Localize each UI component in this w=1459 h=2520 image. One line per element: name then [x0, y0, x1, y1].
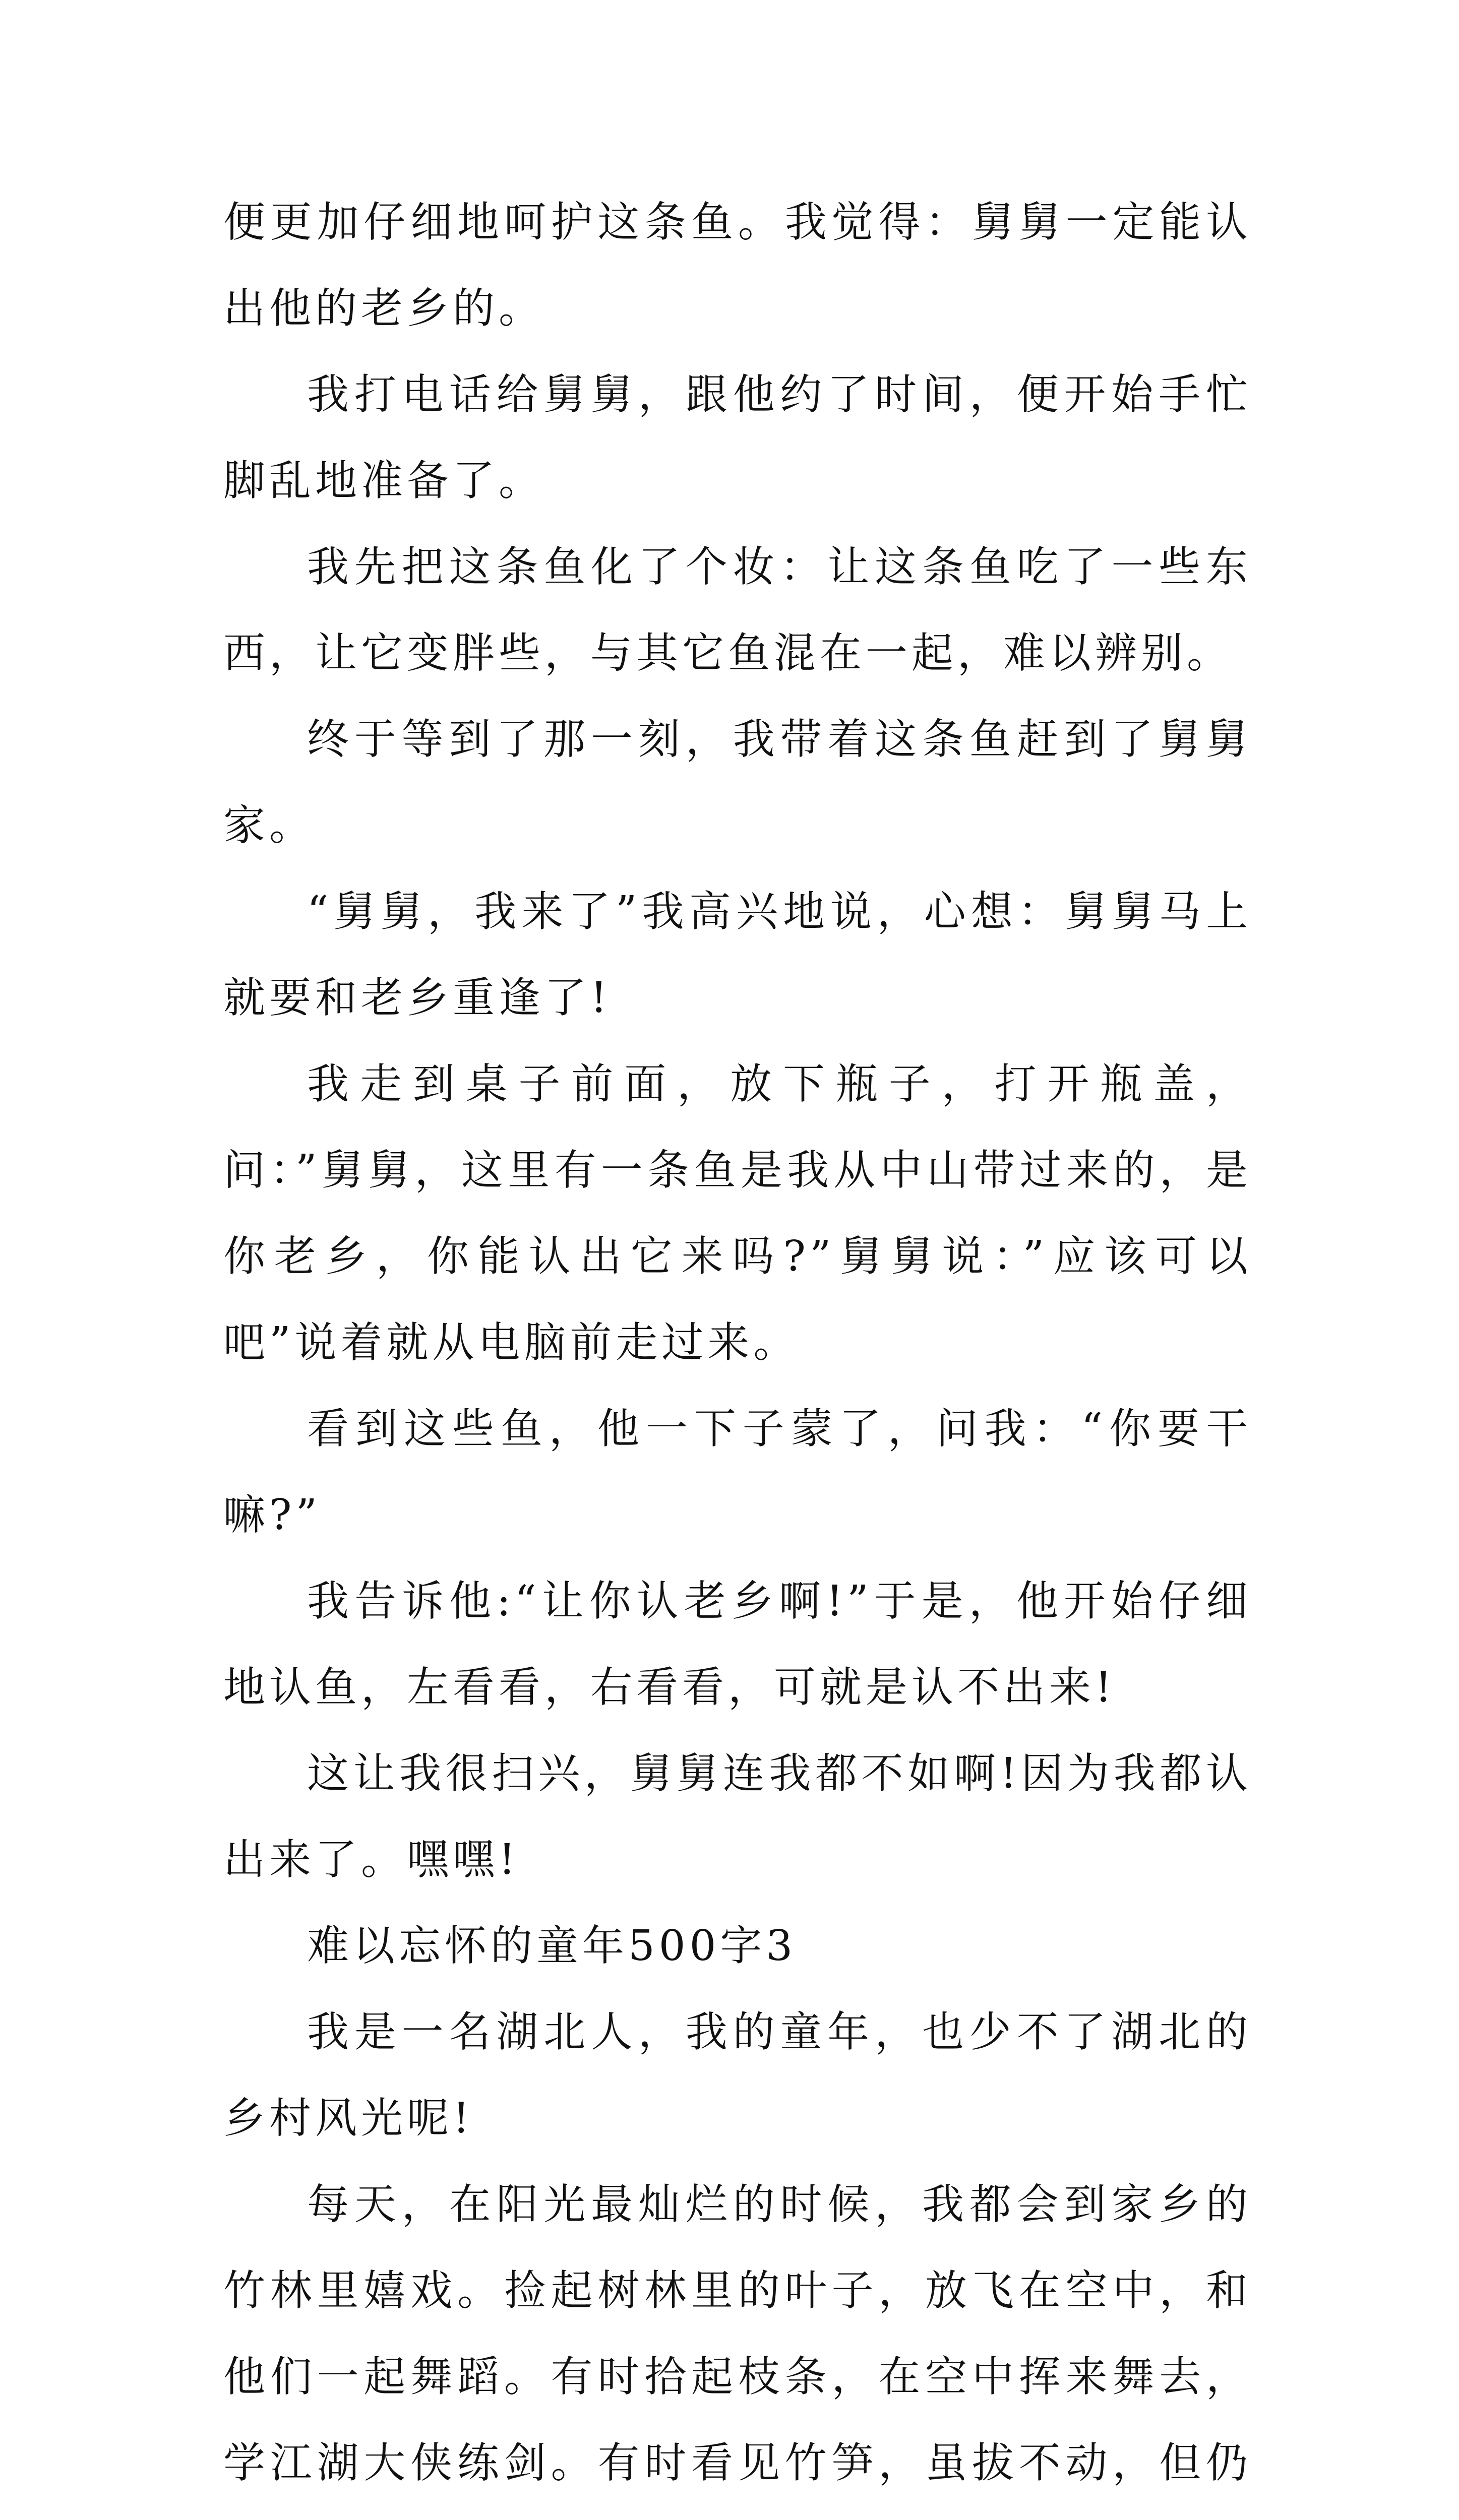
section-heading: 难以忘怀的童年500字3: [307, 1921, 797, 1970]
document-body: [223, 179, 1252, 2520]
paragraph: 每天，在阳光最灿烂的时候，我都会到家乡的竹林里嬉戏。捡起树林里的叶子，放飞在空中，和他们一起舞蹈。有时拾起枝条，在空中挥来舞去，学江湖大侠练剑。有时看见竹笋，虽拔不动，但仍: [223, 2180, 1252, 2487]
paragraph: 这让我很扫兴，舅舅连我都不如啊!因为我都认出来了。嘿嘿!: [223, 1749, 1252, 1884]
paragraph: 我是一名湖北人，我的童年，也少不了湖北的乡村风光呢!: [223, 2007, 1252, 2143]
paragraph: 终于等到了那一刻，我带着这条鱼赶到了舅舅家。: [223, 715, 1252, 850]
paragraph: 我打电话给舅舅，跟他约了时间，便开始手忙脚乱地准备了。: [223, 370, 1252, 505]
paragraph: 我先把这条鱼化了个妆：让这条鱼吃了一些东西，让它变胖些，与其它鱼混在一起，难以辨别。: [223, 542, 1252, 677]
paragraph: 我走到桌子前面，放下瓶子，打开瓶盖，问：”舅舅，这里有一条鱼是我从中山带过来的，是你老乡，你能认出它来吗?”舅舅说：”应该可以吧”说着就从电脑前走过来。: [223, 1059, 1252, 1367]
paragraph: 我告诉他:“让你认老乡啊!”于是，他开始仔细地认鱼，左看看，右看看，可就是认不出来!: [223, 1577, 1252, 1712]
paragraph: 看到这些鱼，他一下子蒙了，问我：“你要干嘛?”: [223, 1404, 1252, 1539]
paragraph: “舅舅，我来了”我高兴地说，心想：舅舅马上就要和老乡重逢了!: [223, 887, 1252, 1022]
paragraph: 便更加仔细地呵护这条鱼。我觉得：舅舅一定能认出他的老乡的。: [223, 198, 1252, 333]
